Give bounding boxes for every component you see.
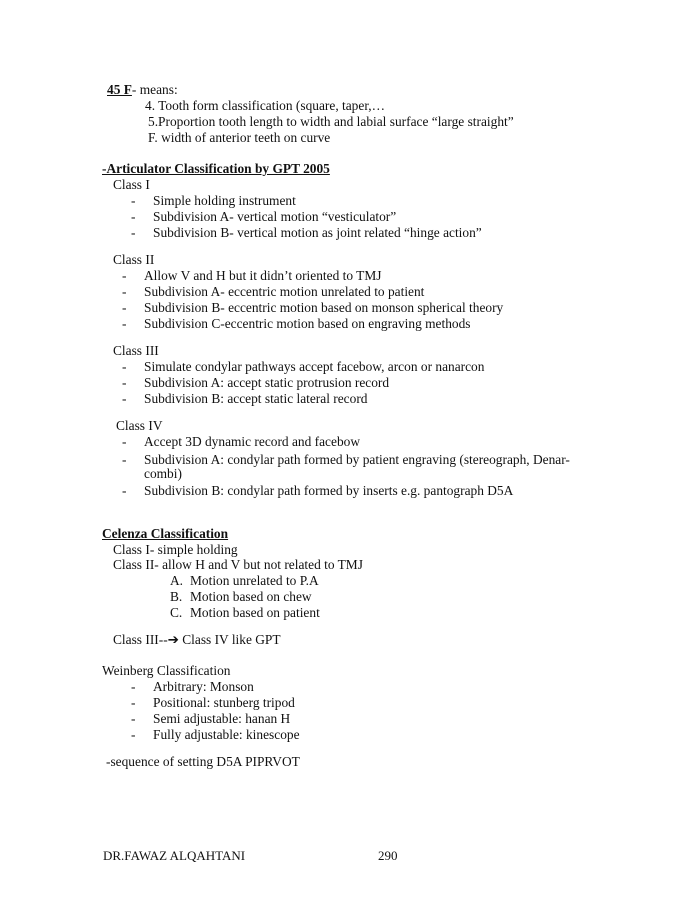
bullet-dash: - [122, 375, 127, 390]
sub-item-text: Motion based on chew [190, 589, 312, 604]
list-item [131, 711, 290, 727]
bullet-dash: - [122, 391, 127, 406]
sub-item-text: Motion unrelated to P.A [190, 573, 319, 588]
list-item-text: Subdivision B- eccentric motion based on monson spherical theory [144, 300, 504, 315]
list-item [122, 316, 471, 332]
list-item [131, 193, 296, 209]
gpt-class-label: Class I [113, 177, 150, 192]
bullet-dash: - [122, 268, 127, 283]
list-item-text: Subdivision A- vertical motion “vesticulator” [153, 209, 397, 224]
list-item [122, 375, 389, 391]
weinberg-title: Weinberg Classification [102, 663, 231, 678]
sequence-line: -sequence of setting D5A PIPRVOT [106, 754, 300, 769]
bullet-dash: - [131, 711, 136, 726]
bullet-dash: - [131, 695, 136, 710]
celenza-sub-item [170, 589, 312, 605]
list-item-text: Allow V and H but it didn’t oriented to TMJ [144, 268, 382, 283]
list-item-text: Simulate condylar pathways accept facebow, arcon or nanarcon [144, 359, 485, 374]
gpt-class-label: Class II [113, 252, 155, 267]
intro-heading-rest: - means: [131, 82, 178, 97]
list-item [122, 483, 513, 499]
list-item-text: Arbitrary: Monson [153, 679, 254, 694]
celenza-class3-line: Class III--➔ Class IV like GPT [113, 632, 281, 647]
bullet-dash: - [122, 316, 127, 331]
list-item [131, 225, 482, 241]
intro-item: F. width of anterior teeth on curve [148, 130, 331, 145]
bullet-dash: - [122, 284, 127, 299]
bullet-dash: - [131, 225, 136, 240]
bullet-dash: - [122, 452, 127, 467]
list-item-text: Subdivision A- eccentric motion unrelated to patient [144, 284, 425, 299]
sub-item-text: Motion based on patient [190, 605, 320, 620]
list-item-text: Semi adjustable: hanan H [153, 711, 291, 726]
intro-heading [107, 82, 178, 98]
sub-item-letter: A. [170, 573, 184, 588]
list-item [131, 209, 396, 225]
celenza-sub-item [170, 605, 320, 621]
list-item-text: Subdivision B- vertical motion as joint related “hinge action” [153, 225, 482, 240]
list-item [122, 359, 484, 375]
list-item [131, 727, 300, 743]
gpt-class-label: Class III [113, 343, 159, 358]
list-item-text: Subdivision C-eccentric motion based on engraving methods [144, 316, 471, 331]
intro-heading-bold: 45 F [107, 82, 132, 97]
list-item [131, 695, 295, 711]
sub-item-letter: C. [170, 605, 183, 620]
celenza-title: Celenza Classification [102, 526, 229, 541]
bullet-dash: - [131, 209, 136, 224]
footer-author: DR.FAWAZ ALQAHTANI [103, 848, 246, 863]
list-item [122, 300, 503, 316]
footer-page-number: 290 [378, 848, 398, 863]
list-item-text: Positional: stunberg tripod [153, 695, 295, 710]
bullet-dash: - [122, 483, 127, 498]
list-item-text: Accept 3D dynamic record and facebow [144, 434, 361, 449]
sub-item-letter: B. [170, 589, 183, 604]
list-item-text: Subdivision A: condylar path formed by patient engraving (stereograph, Denar- [144, 452, 570, 467]
bullet-dash: - [122, 434, 127, 449]
list-item-text: Subdivision A: accept static protrusion record [144, 375, 390, 390]
list-item [122, 268, 381, 284]
celenza-line: Class II- allow H and V but not related to TMJ [113, 557, 363, 572]
celenza-sub-item [170, 573, 319, 589]
bullet-dash: - [122, 300, 127, 315]
bullet-dash: - [131, 679, 136, 694]
intro-item: 4. Tooth form classification (square, taper,… [145, 98, 385, 113]
list-item-continuation: combi) [144, 466, 182, 481]
list-item-text: Simple holding instrument [153, 193, 296, 208]
list-item [131, 679, 254, 695]
list-item-text: Subdivision B: condylar path formed by inserts e.g. pantograph D5A [144, 483, 514, 498]
list-item [122, 391, 367, 407]
list-item [122, 284, 424, 300]
list-item [122, 434, 360, 450]
list-item [122, 452, 570, 468]
gpt-class-label: Class IV [116, 418, 163, 433]
intro-item: 5.Proportion tooth length to width and labial surface “large straight” [148, 114, 514, 129]
bullet-dash: - [131, 727, 136, 742]
bullet-dash: - [131, 193, 136, 208]
celenza-line: Class I- simple holding [113, 542, 238, 557]
bullet-dash: - [122, 359, 127, 374]
list-item-text: Subdivision B: accept static lateral record [144, 391, 368, 406]
list-item-text: Fully adjustable: kinescope [153, 727, 300, 742]
gpt-title: -Articulator Classification by GPT 2005 [102, 161, 330, 176]
